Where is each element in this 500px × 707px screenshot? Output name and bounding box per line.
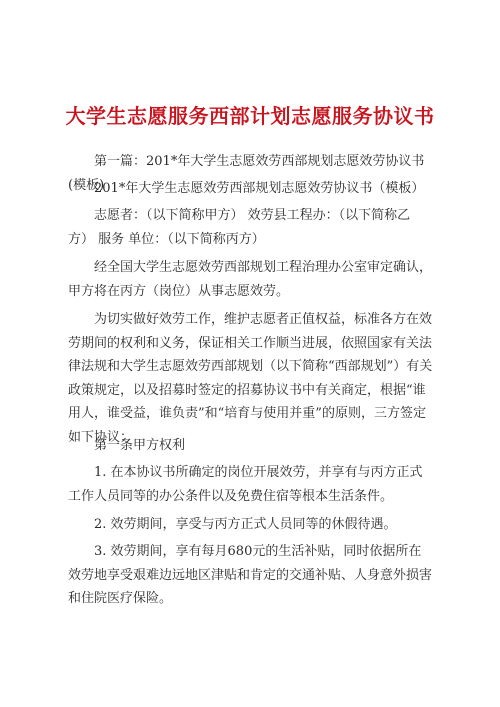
paragraph-approval: 经全国大学生志愿效劳西部规划工程治理办公室审定确认，甲方将在丙方（岗位）从事志愿效劳。	[68, 260, 433, 299]
clause-2: 2. 效劳期间，享受与丙方正式人员同等的休假待遇。	[94, 517, 397, 532]
paragraph-subtitle: 201*年大学生志愿效劳西部规划志愿效劳协议书（模板）	[94, 181, 425, 196]
paragraph-part-one-heading: 第一篇：201*年大学生志愿效劳西部规划志愿效劳协议书(模板)	[68, 154, 425, 193]
paragraph-purpose: 为切实做好效劳工作，维护志愿者正值权益，标准各方在效劳期间的权利和义务，保证相关工作顺当进展，依照国家有关法律法规和大学生志愿效劳西部规划（以下简称“西部规划”）有关政策规定，以及招募时签定的招募协议书中有关商定，根据“谁用人，谁受益，谁负责”和“培育与使用并重”的原则，三方签定如下协议：	[68, 312, 433, 445]
paragraph-parties: 志愿者：（以下简称甲方） 效劳县工程办：（以下简称乙方） 服务 单位：（以下简称丙方）	[68, 208, 411, 247]
document-title: 大学生志愿服务西部计划志愿服务协议书	[65, 104, 435, 128]
section-heading-article-one: 第一条甲方权利	[94, 438, 186, 453]
clause-1: 1. 在本协议书所确定的岗位开展效劳，并享有与丙方正式工作人员同等的办公条件以及免费住宿等根本生活条件。	[68, 465, 423, 504]
clause-3: 3. 效劳期间，享有每月680元的生活补贴，同时依据所在效劳地享受艰难边远地区津贴和肯定的交通补贴、人身意外损害和住院医疗保险。	[68, 544, 433, 606]
